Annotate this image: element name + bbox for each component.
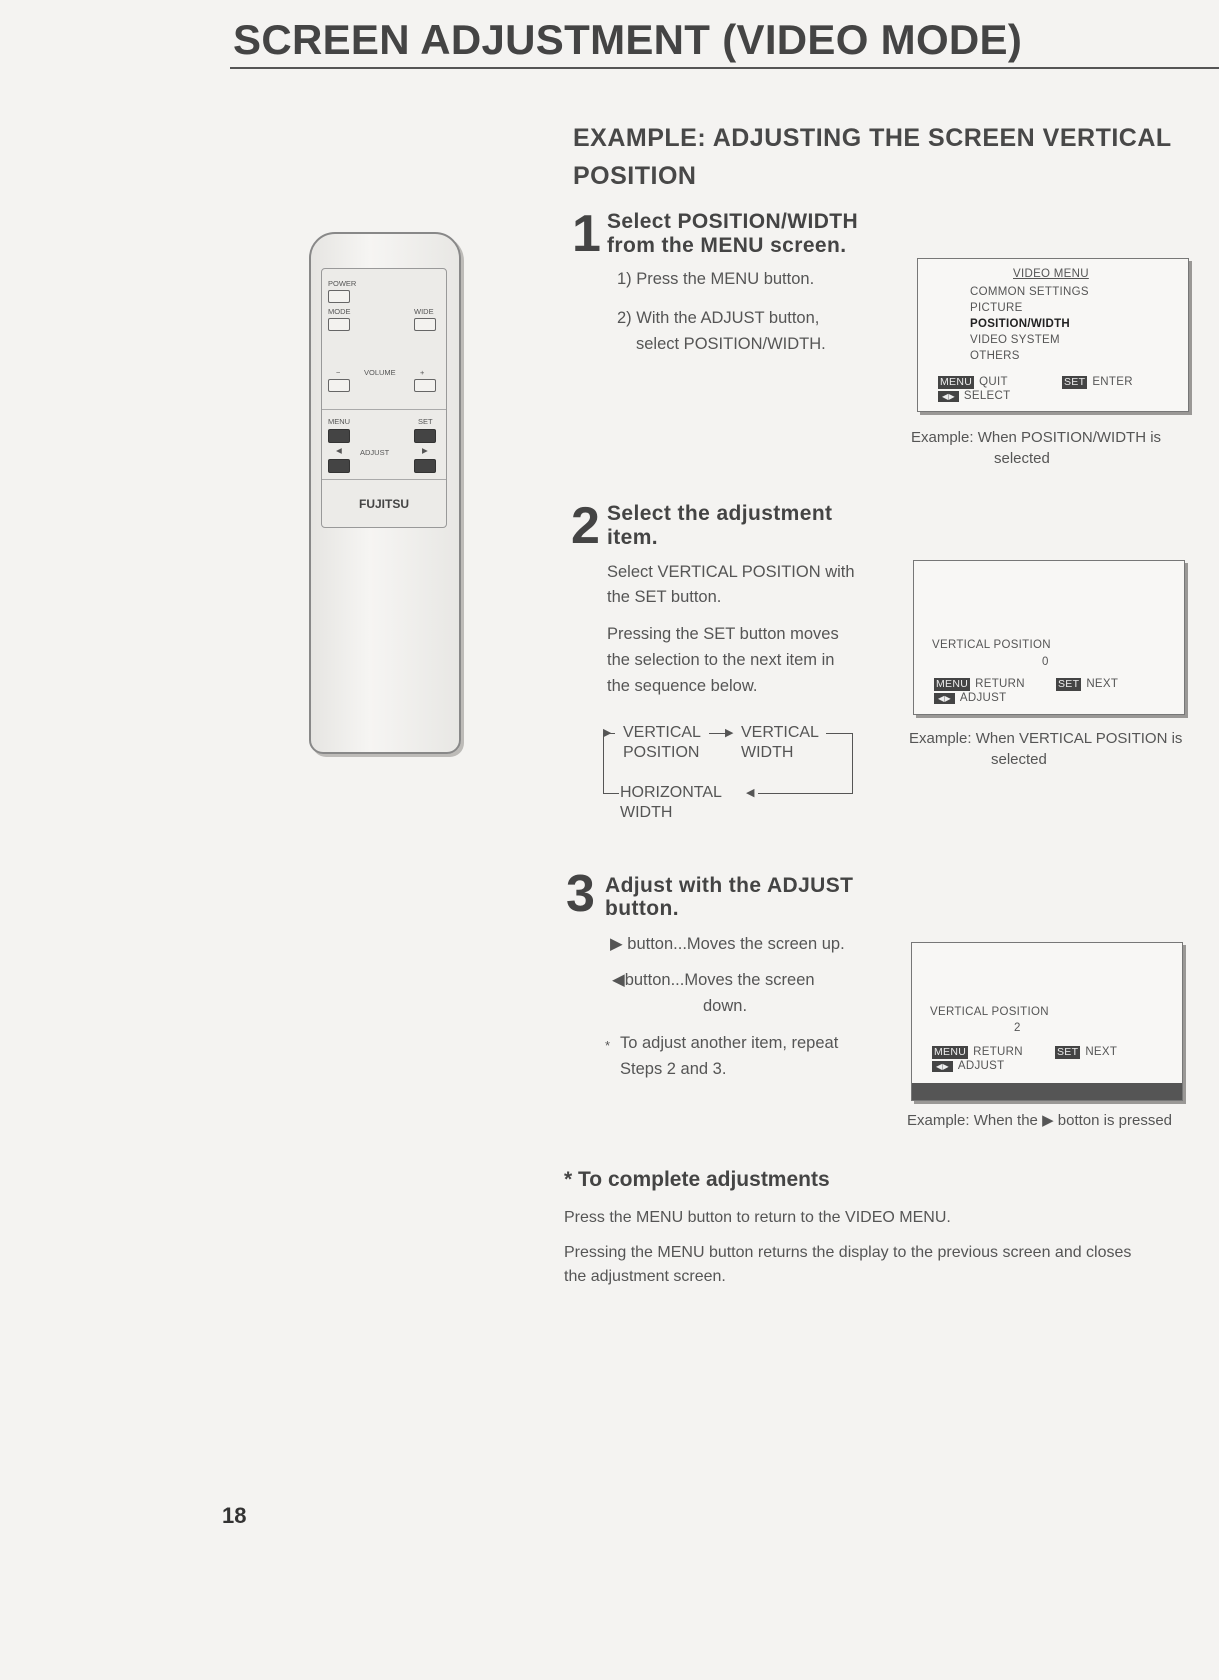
section-heading-line1: EXAMPLE: ADJUSTING THE SCREEN VERTICAL bbox=[573, 124, 1172, 152]
set-badge: SET bbox=[1058, 678, 1080, 690]
return-label: RETURN bbox=[973, 1046, 1023, 1058]
screen3-bottom-bar bbox=[912, 1083, 1182, 1100]
caption-right-arrow-icon: ▶ bbox=[1042, 1112, 1054, 1129]
page-title: SCREEN ADJUSTMENT (VIDEO MODE) bbox=[233, 16, 1023, 63]
remote-label-power: POWER bbox=[328, 279, 357, 288]
remote-label-set: SET bbox=[418, 417, 433, 426]
menu-item-position-width: POSITION/WIDTH bbox=[970, 318, 1071, 330]
select-label: SELECT bbox=[963, 390, 1011, 402]
screen3-value: 2 bbox=[1014, 1022, 1021, 1034]
right-arrow-icon: ▶ bbox=[610, 935, 623, 953]
menu-item-others: OTHERS bbox=[970, 350, 1020, 362]
flow-horizontal-width-line1: HORIZONTAL bbox=[620, 784, 722, 801]
remote-label-minus: − bbox=[336, 368, 341, 377]
remote-adjust-right-button bbox=[414, 459, 436, 473]
remote-panel bbox=[321, 268, 447, 528]
screen2-adjust bbox=[934, 692, 1006, 704]
step2-para1-line2: the SET button. bbox=[607, 588, 722, 606]
step2-number: 2 bbox=[571, 497, 600, 555]
remote-adjust-left-button bbox=[328, 459, 350, 473]
screen1-caption-line1: Example: When POSITION/WIDTH is bbox=[911, 429, 1162, 446]
step1-item2-line2: select POSITION/WIDTH. bbox=[636, 335, 826, 353]
screen2-set-next bbox=[1056, 678, 1118, 691]
flow-vertical-position-line2: POSITION bbox=[623, 744, 700, 761]
step1-title-line1: Select POSITION/WIDTH bbox=[607, 210, 859, 233]
remote-volume-up-button bbox=[414, 379, 436, 392]
section-heading-line2: POSITION bbox=[573, 162, 697, 190]
screen1-set-enter bbox=[1062, 376, 1133, 389]
flow-vertical-width-line2: WIDTH bbox=[741, 744, 794, 761]
step3-right-button-text bbox=[610, 932, 845, 957]
title-rule bbox=[230, 67, 1219, 69]
complete-para2-line2: the adjustment screen. bbox=[564, 1268, 726, 1285]
menu-badge: MENU bbox=[936, 678, 969, 690]
step3-title-line2: button. bbox=[605, 897, 679, 920]
step3-note-star: * bbox=[605, 1038, 611, 1053]
step2-title-line2: item. bbox=[607, 526, 659, 549]
remote-label-wide: WIDE bbox=[414, 307, 434, 316]
remote-label-plus: + bbox=[420, 368, 425, 377]
screen2-label: VERTICAL POSITION bbox=[932, 639, 1051, 651]
menu-badge: MENU bbox=[934, 1046, 967, 1058]
screen3-menu-return bbox=[932, 1046, 1023, 1059]
remote-control bbox=[309, 232, 461, 754]
flow-vertical-position-line1: VERTICAL bbox=[623, 724, 701, 741]
menu-item-video-system: VIDEO SYSTEM bbox=[970, 334, 1060, 346]
screen3-label: VERTICAL POSITION bbox=[930, 1006, 1049, 1018]
step3-left-button-text bbox=[612, 968, 815, 993]
vertical-position-screen-0 bbox=[913, 560, 1185, 715]
flow-line-right bbox=[852, 733, 853, 794]
step3-right-text: button...Moves the screen up. bbox=[622, 935, 845, 953]
step3-left-text: button...Moves the screen bbox=[624, 971, 815, 989]
flow-arrow-into-horizontal-width: ◀ bbox=[746, 787, 755, 799]
screen3-set-next bbox=[1055, 1046, 1117, 1059]
remote-label-volume: VOLUME bbox=[364, 368, 396, 377]
screen2-menu-return bbox=[934, 678, 1025, 691]
menu-item-picture: PICTURE bbox=[970, 302, 1023, 314]
step2-title-line1: Select the adjustment bbox=[607, 502, 833, 525]
screen3-caption-pre: Example: When the bbox=[907, 1112, 1043, 1129]
step3-note-line2: Steps 2 and 3. bbox=[620, 1060, 727, 1078]
adjust-label: ADJUST bbox=[959, 692, 1007, 704]
arrows-icon: ◀▶ bbox=[938, 391, 959, 402]
screen2-value: 0 bbox=[1042, 656, 1049, 668]
remote-right-arrow-icon: ▶ bbox=[422, 446, 428, 455]
flow-arrow-into-vertical-position: ▶ bbox=[603, 727, 612, 739]
screen1-caption-line2: selected bbox=[994, 450, 1050, 467]
screen1-select bbox=[938, 390, 1010, 402]
complete-adjustments-heading: * To complete adjustments bbox=[564, 1168, 830, 1191]
screen1-menu-quit bbox=[938, 376, 1008, 389]
menu-item-common-settings: COMMON SETTINGS bbox=[970, 286, 1089, 298]
vertical-position-screen-2 bbox=[911, 942, 1183, 1101]
menu-badge: MENU bbox=[940, 376, 973, 388]
screen3-caption bbox=[907, 1110, 1172, 1131]
page-number: 18 bbox=[222, 1503, 247, 1528]
remote-volume-down-button bbox=[328, 379, 350, 392]
step3-number: 3 bbox=[566, 865, 595, 923]
step1-item1: 1) Press the MENU button. bbox=[617, 270, 815, 288]
remote-menu-button bbox=[328, 429, 350, 443]
step2-para1-line1: Select VERTICAL POSITION with bbox=[607, 563, 855, 581]
remote-set-button bbox=[414, 429, 436, 443]
step2-para2-line3: the sequence below. bbox=[607, 677, 758, 695]
step1-title-line2: from the MENU screen. bbox=[607, 234, 847, 257]
complete-para1: Press the MENU button to return to the VIDEO MENU. bbox=[564, 1209, 951, 1226]
step2-para2-line1: Pressing the SET button moves bbox=[607, 625, 839, 643]
flow-line-top-right bbox=[826, 733, 852, 734]
screen3-adjust bbox=[932, 1060, 1004, 1072]
step3-note-line1: To adjust another item, repeat bbox=[620, 1034, 839, 1052]
remote-brand-logo: FUJITSU bbox=[358, 497, 409, 511]
quit-label: QUIT bbox=[979, 376, 1008, 388]
adjust-label: ADJUST bbox=[957, 1060, 1005, 1072]
complete-para2-line1: Pressing the MENU button returns the display to the previous screen and closes bbox=[564, 1244, 1132, 1261]
remote-power-button bbox=[328, 290, 350, 303]
screen2-caption-line2: selected bbox=[991, 751, 1047, 768]
flow-arrow-into-vertical-width: ▶ bbox=[725, 727, 734, 739]
remote-left-arrow-icon: ◀ bbox=[336, 446, 342, 455]
remote-wide-button bbox=[414, 318, 436, 331]
video-menu-heading: VIDEO MENU bbox=[1013, 268, 1089, 280]
remote-label-adjust: ADJUST bbox=[360, 448, 390, 457]
screen2-caption-line1: Example: When VERTICAL POSITION is bbox=[909, 730, 1183, 747]
arrows-icon: ◀▶ bbox=[932, 1061, 953, 1072]
step2-para2-line2: the selection to the next item in bbox=[607, 651, 835, 669]
set-badge: SET bbox=[1057, 1046, 1079, 1058]
flow-line-bottom-left bbox=[603, 793, 619, 794]
return-label: RETURN bbox=[975, 678, 1025, 690]
flow-vertical-width-line1: VERTICAL bbox=[741, 724, 819, 741]
remote-label-mode: MODE bbox=[328, 307, 351, 316]
remote-divider-brand bbox=[322, 479, 446, 480]
next-label: NEXT bbox=[1085, 1046, 1118, 1058]
flow-line-bottom-right bbox=[758, 793, 853, 794]
arrows-icon: ◀▶ bbox=[934, 693, 955, 704]
next-label: NEXT bbox=[1086, 678, 1119, 690]
remote-mode-button bbox=[328, 318, 350, 331]
video-menu-screen bbox=[917, 258, 1189, 412]
flow-horizontal-width-line2: WIDTH bbox=[620, 804, 673, 821]
step1-item2-line1: 2) With the ADJUST button, bbox=[617, 309, 820, 327]
set-badge: SET bbox=[1064, 376, 1086, 388]
enter-label: ENTER bbox=[1092, 376, 1133, 388]
left-arrow-icon: ◀ bbox=[612, 971, 625, 989]
remote-divider bbox=[322, 409, 446, 410]
screen3-caption-post: botton is pressed bbox=[1053, 1112, 1173, 1129]
step1-number: 1 bbox=[572, 205, 601, 263]
step3-left-text-line2: down. bbox=[703, 997, 748, 1015]
step3-title-line1: Adjust with the ADJUST bbox=[605, 874, 854, 897]
remote-label-menu: MENU bbox=[328, 417, 351, 426]
